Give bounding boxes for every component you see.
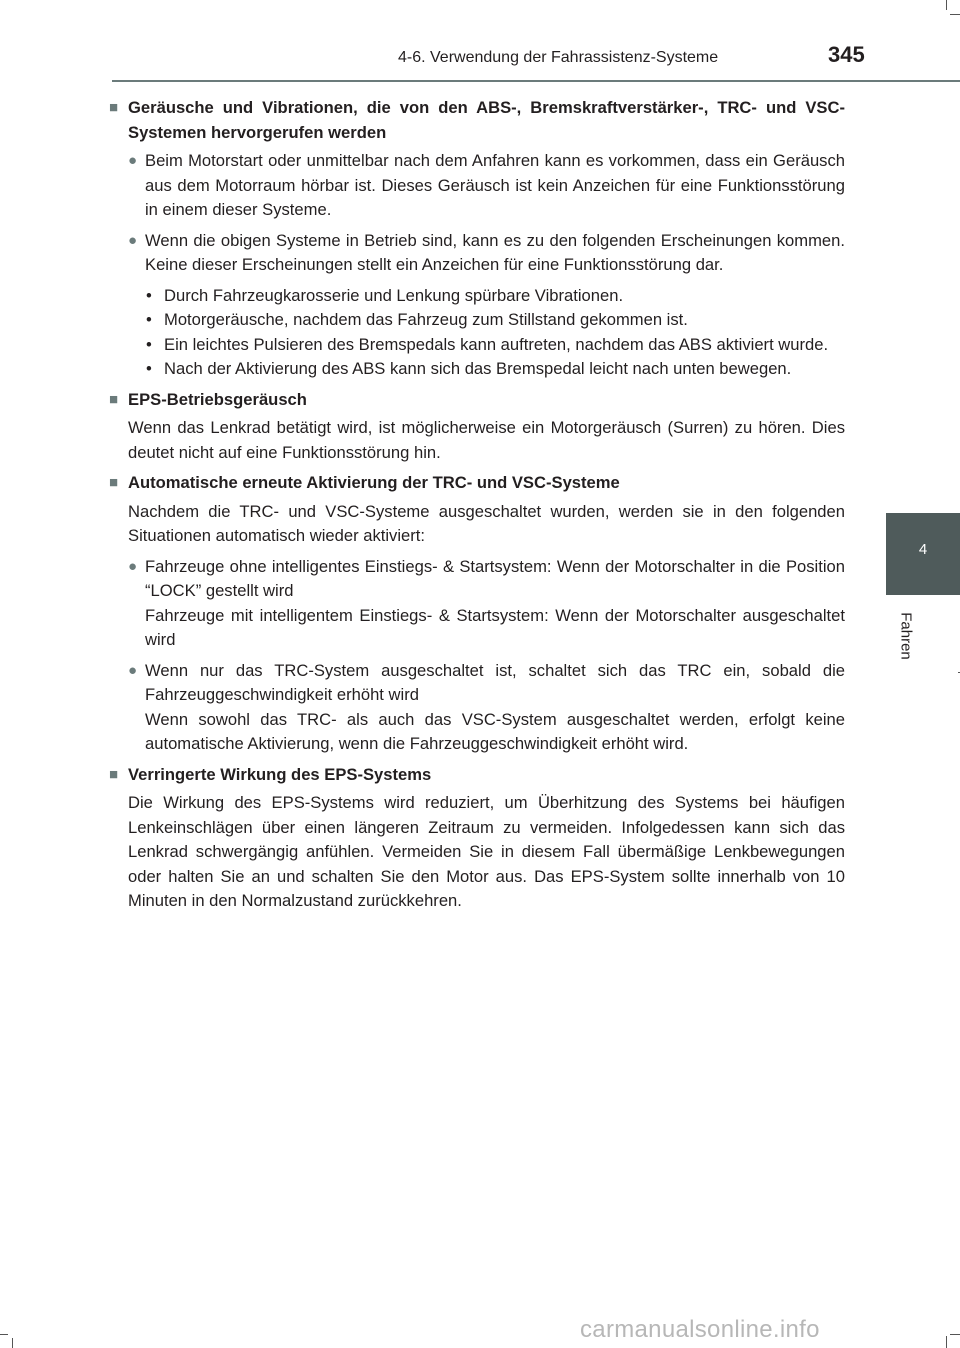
heading-text: Geräusche und Vibrationen, die von den ABS-, Bremskraftverstärker-, TRC- und VSC-Systemen hervorgerufen werden xyxy=(128,98,845,142)
square-bullet-icon: ■ xyxy=(109,765,119,783)
circle-bullet-icon: ● xyxy=(128,557,138,575)
square-bullet-icon: ■ xyxy=(109,390,119,408)
heading-text: EPS-Betriebsgeräusch xyxy=(128,389,307,409)
crop-mark xyxy=(946,1336,947,1348)
list-item xyxy=(128,149,845,223)
section-heading xyxy=(109,96,845,145)
square-bullet-icon: ■ xyxy=(109,99,119,116)
circle-bullet-icon: ● xyxy=(128,661,138,679)
section-heading xyxy=(109,471,845,496)
page-content xyxy=(109,96,845,920)
bullet-line: Fahrzeuge mit intelligentem Einstiegs- & Startsystem: Wenn der Motorschalter ausgeschaltet wird xyxy=(145,605,845,649)
sub-list-item: • Ein leichtes Pulsieren des Bremspedals kann auftreten, nachdem das ABS aktiviert wurde. xyxy=(164,333,845,358)
bullet-text: Wenn die obigen Systeme in Betrieb sind, kann es zu den folgenden Erscheinungen kommen. Keine dieser Erscheinungen stellt ein Anzeichen für eine Funktionsstörung dar. xyxy=(145,230,845,274)
section-heading xyxy=(109,388,845,413)
list-item xyxy=(128,659,845,757)
crop-mark xyxy=(0,1334,8,1335)
sub-list xyxy=(109,284,845,382)
section-reduced-eps xyxy=(109,763,845,914)
bullet-text xyxy=(145,555,845,653)
section-paragraph: Nachdem die TRC- und VSC-Systeme ausgeschaltet wurden, werden sie in den folgenden Situationen automatisch wieder aktiviert: xyxy=(128,501,845,545)
section-paragraph: Die Wirkung des EPS-Systems wird reduziert, um Überhitzung des Systems bei häufigen Lenkeinschlägen über einen längeren Zeitraum zu vermeiden. Infolgedessen kann sich das Lenkrad schwergängig anfühlen. Vermeiden Sie in diesem Fall übermäßige Lenkbewegungen oder halten Sie an und schalten Sie den Motor aus. Das EPS-System sollte innerhalb von 10 Minuten in den Normalzustand zurückkehren. xyxy=(128,793,845,910)
chapter-label-text: Fahren xyxy=(897,612,915,660)
sub-list-item: • Durch Fahrzeugkarosserie und Lenkung spürbare Vibrationen. xyxy=(164,284,845,309)
circle-bullet-icon: ● xyxy=(128,152,138,169)
chapter-tab xyxy=(886,513,960,595)
section-auto-reactivation xyxy=(109,471,845,757)
bullet-line: Wenn nur das TRC-System ausgeschaltet ist, schaltet sich das TRC ein, sobald die Fahrzeuggeschwindigkeit erhöht wird xyxy=(145,660,845,704)
crop-mark xyxy=(12,1338,13,1348)
list-item xyxy=(128,555,845,653)
section-noise-vibration xyxy=(109,96,845,382)
page-number: 345 xyxy=(828,42,865,67)
crop-mark xyxy=(950,1334,960,1335)
section-paragraph: Wenn das Lenkrad betätigt wird, ist möglicherweise ein Motorgeräusch (Surren) zu hören. Dies deutet nicht auf eine Funktionsstörung hin. xyxy=(128,418,845,462)
section-title: 4-6. Verwendung der Fahrassistenz-Systeme xyxy=(398,49,719,66)
section-eps-noise xyxy=(109,388,845,466)
watermark: carmanualsonline.info xyxy=(580,1316,820,1343)
heading-text: Automatische erneute Aktivierung der TRC- und VSC-Systeme xyxy=(128,473,620,492)
bullet-line: Wenn sowohl das TRC- als auch das VSC-System ausgeschaltet werden, erfolgt keine automatische Aktivierung, wenn die Fahrzeuggeschwindigkeit erhöht wird. xyxy=(145,709,845,753)
crop-mark xyxy=(950,14,960,15)
circle-bullet-icon: ● xyxy=(128,231,138,249)
section-heading xyxy=(109,763,845,788)
bullet-text xyxy=(145,659,845,757)
header-rule xyxy=(112,80,960,82)
chapter-label xyxy=(896,606,916,666)
square-bullet-icon: ■ xyxy=(109,474,119,491)
bullet-line: Fahrzeuge ohne intelligentes Einstiegs- & Startsystem: Wenn der Motorschalter in die Position “LOCK” gestellt wird xyxy=(145,556,845,600)
sub-list-item: • Nach der Aktivierung des ABS kann sich das Bremspedal leicht nach unten bewegen. xyxy=(164,357,845,382)
crop-mark xyxy=(946,0,947,10)
sub-list-item: • Motorgeräusche, nachdem das Fahrzeug zum Stillstand gekommen ist. xyxy=(164,308,845,333)
heading-text: Verringerte Wirkung des EPS-Systems xyxy=(128,764,432,784)
chapter-number: 4 xyxy=(918,541,928,558)
bullet-text: Beim Motorstart oder unmittelbar nach dem Anfahren kann es vorkommen, dass ein Geräusch aus dem Motorraum hörbar ist. Dieses Geräusch ist kein Anzeichen für eine Funktionsstörung in einem dieser Systeme. xyxy=(145,151,845,219)
list-item xyxy=(128,229,845,278)
